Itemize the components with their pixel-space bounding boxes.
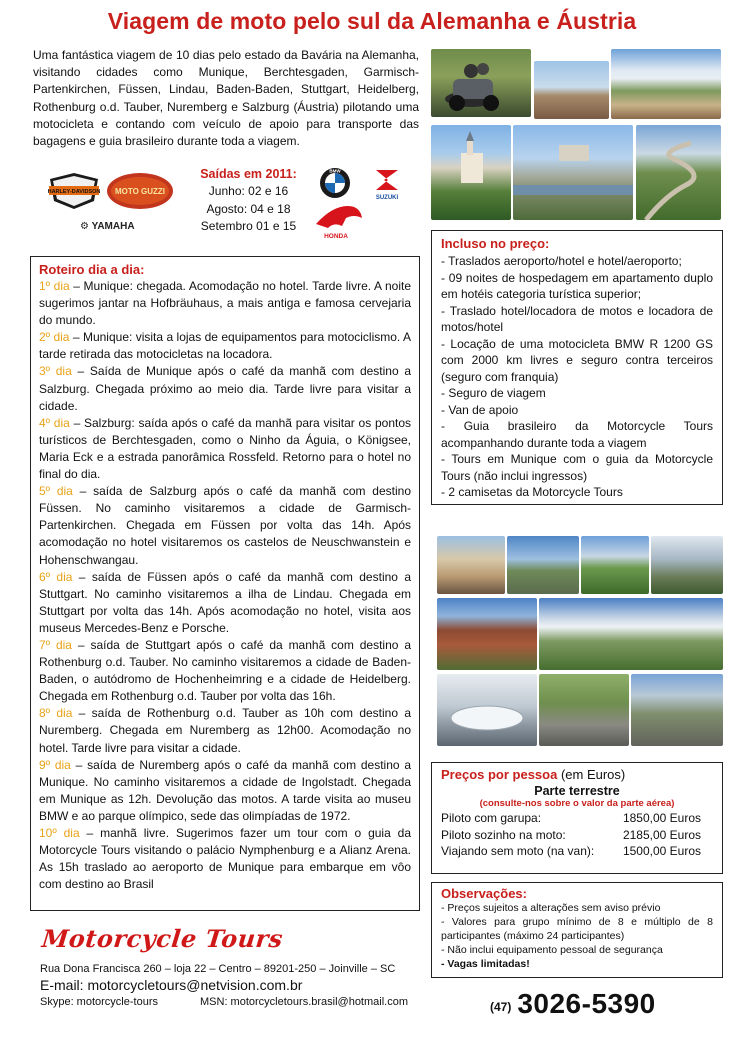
brand-logos-left: [40, 167, 180, 242]
itinerary-day: [39, 363, 411, 414]
day-text: – Salzburg: saída após o café da manhã para visitar os pontos turísticos de Berchtesgaden, como o Ninho da Águia, o Königsee, Maria Eck e a estrada panorâmica Rossfeld. Retorno para o hotel no final do dia.: [39, 415, 411, 482]
included-item: - Van de apoio: [441, 402, 519, 417]
page-title: Viagem de moto pelo sul da Alemanha e Áustria: [107, 8, 637, 34]
day-label: 2º dia: [39, 330, 70, 345]
cable-car-photo: [651, 536, 723, 594]
departure-date: Setembro 01 e 15: [200, 219, 297, 234]
motorcycle-tours-brand: Motorcycle Tours: [40, 924, 285, 953]
departure-date: Agosto: 04 e 18: [206, 201, 291, 216]
price-label: Piloto sozinho na moto:: [441, 827, 566, 842]
price-label: Viajando sem moto (na van):: [441, 844, 595, 858]
mountain-road-photo: [636, 125, 721, 220]
price-value: 2185,00 Euros: [622, 827, 701, 842]
castle-photo: [431, 125, 511, 220]
svg-text:HONDA: HONDA: [324, 233, 348, 240]
price-row: [441, 827, 713, 844]
prices-subheading: Parte terrestre: [534, 784, 620, 798]
alpine-village-photo: [611, 49, 721, 119]
price-value: 1850,00 Euros: [622, 811, 701, 825]
photo-collage-top: [431, 47, 721, 222]
itinerary-day: [39, 278, 411, 329]
day-label: 5º dia: [39, 484, 73, 499]
alps-panorama-photo: [539, 598, 723, 670]
prices-heading-suffix: (em Euros): [557, 767, 626, 782]
included-item: - Tours em Munique com o guia da Motorcycle Tours (não inclui ingressos): [441, 452, 713, 483]
yamaha-logo-text: YAMAHA: [91, 221, 135, 232]
day-label: 8º dia: [39, 706, 73, 721]
heidelberg-castle-photo: [437, 598, 537, 670]
yamaha-emblem-icon: ⚙: [80, 221, 89, 232]
phone-digits: 3026-5390: [517, 988, 656, 1019]
included-item: - Traslado hotel/locadora de motos e locadora de motos/hotel: [441, 303, 713, 334]
day-text: – Munique: chegada. Acomodação no hotel. Tarde livre. A noite sugerimos jantar na Hofbräuhaus, a mais antiga e famosa cervejaria do mundo.: [39, 279, 411, 328]
city-view-photo: [534, 61, 609, 119]
day-text: – saída de Nuremberg após o café da manhã com destino a Munique. No caminho visitaremos a cidade de Ingolstadt. Chegada em Munique as 12h. Devolução das motos. A tarde visita ao museu BMW e ao parque olímpico, sede das olimpíadas de 1972.: [39, 757, 412, 823]
salzburg-photo: [513, 125, 633, 220]
itinerary-day: [39, 483, 411, 568]
included-item: - Traslados aeroporto/hotel e hotel/aeroporto;: [441, 254, 682, 268]
included-item: - 09 noites de hospedagem em apartamento duplo em hotéis categoria turística superior;: [441, 270, 713, 301]
eagle-nest-photo: [507, 536, 579, 594]
day-text: – Munique: visita a lojas de equipamentos para motociclismo. A tarde retirada das motocicletas na locadora.: [39, 330, 411, 362]
contact-info: [40, 962, 408, 1009]
itinerary-day: [39, 757, 411, 825]
brand-logos-right: [312, 166, 412, 242]
included-heading: Incluso no preço:: [441, 236, 550, 251]
photo-collage-middle: [437, 536, 723, 748]
svg-text:MOTO GUZZI: MOTO GUZZI: [114, 187, 166, 196]
skype-contact: Skype: motorcycle-tours: [40, 996, 158, 1008]
price-row: [441, 810, 713, 827]
itinerary-day: [39, 825, 411, 893]
day-text: – Saída de Munique após o café da manhã com destino a Salzburg. Chegada próximo ao meio dia. Tarde livre para visitar a cidade.: [39, 364, 412, 413]
departure-date: Junho: 02 e 16: [208, 184, 289, 199]
messaging-contacts: [40, 995, 408, 1009]
notes-heading: Observações:: [441, 886, 527, 901]
day-text: – saída de Salzburg após o café da manhã com destino Füssen. No caminho visitaremos a cidade de Garmisch-Partenkirchen. Chegada em Füssen por volta das 14h. Após acomodação no hotel visitaremos os castelos de Neuschwanstein e Hohenschwangau.: [39, 484, 411, 567]
day-label: 10º dia: [39, 826, 80, 840]
day-label: 6º dia: [39, 569, 73, 584]
svg-text:HARLEY-DAVIDSON: HARLEY-DAVIDSON: [47, 189, 101, 195]
day-text: – manhã livre. Sugerimos fazer um tour com o guia da Motorcycle Tours visitando o palácio Nymphenburg e a Alianz Arena. As 15h traslado ao aeroporto de Munique para embarque em vôo com destino ao Brasil: [39, 826, 412, 892]
departures: [186, 166, 311, 236]
notes-item: - Valores para grupo mínimo de 8 e múltiplo de 8 participantes (máximo 24 participantes): [441, 916, 713, 942]
notes-item: - Preços sujeitos a alterações sem aviso prévio: [441, 902, 661, 914]
day-label: 3º dia: [39, 364, 72, 379]
phone-number[interactable]: [490, 988, 656, 1020]
prices-table: [441, 810, 713, 860]
address: Rua Dona Francisca 260 – loja 22 – Centro – 89201-250 – Joinville – SC: [40, 963, 396, 975]
notes-item: - Não inclui equipamento pessoal de segurança: [441, 944, 663, 956]
prices-heading: [441, 767, 713, 782]
alpine-pass-riders-photo: [631, 674, 723, 746]
itinerary-day: [39, 705, 411, 756]
itinerary-day: [39, 569, 411, 637]
included-item: - 2 camisetas da Motorcycle Tours: [441, 485, 623, 499]
allianz-arena-photo: [437, 674, 537, 746]
prices-heading-label: Preços por pessoa: [441, 767, 558, 782]
honda-logo: [316, 206, 362, 240]
yamaha-logo: [80, 221, 135, 232]
included-box: [431, 230, 723, 505]
included-item: - Locação de uma motocicleta BMW R 1200 GS com 2000 km livres e seguro contra terceiros (seguro com franquia): [441, 336, 713, 384]
svg-text:BMW: BMW: [329, 168, 341, 174]
day-label: 7º dia: [39, 637, 72, 652]
day-text: – saída de Füssen após o café da manhã com destino a Stuttgart. No caminho visitaremos a ilha de Lindau. Chegada em Stuttgart por volta das 14h. Após acomodação no hotel, visita aos museus Mercedes-Benz e Porsche.: [39, 569, 411, 635]
notes-item-limited: - Vagas limitadas!: [441, 958, 530, 970]
riders-on-road-photo: [539, 674, 629, 746]
departures-heading: Saídas em 2011:: [200, 167, 297, 181]
msn-contact: MSN: motorcycletours.brasil@hotmail.com: [200, 996, 408, 1008]
day-label: 4º dia: [39, 415, 70, 430]
itinerary-box: [30, 256, 420, 911]
motorcycle-riders-photo: [431, 49, 531, 117]
prices-note: (consulte-nos sobre o valor da parte aérea): [479, 798, 675, 809]
included-item: - Guia brasileiro da Motorcycle Tours acompanhando durante toda a viagem: [441, 419, 713, 450]
notes-box: [431, 882, 723, 978]
itinerary-day: [39, 329, 411, 363]
price-label: Piloto com garupa:: [441, 811, 542, 825]
svg-text:SUZUKI: SUZUKI: [375, 195, 399, 201]
bmw-logo: [320, 168, 350, 198]
day-text: – saída de Rothenburg o.d. Tauber as 10h com destino a Nuremberg. Chegada em Nuremberg as 12h00. Acomodação no hotel. Tarde livre para visitar a cidade.: [39, 706, 411, 755]
price-value: 1500,00 Euros: [622, 844, 701, 858]
included-item: - Seguro de viagem: [441, 386, 546, 400]
day-label: 9º dia: [39, 757, 71, 772]
itinerary-day: [39, 415, 411, 483]
email-link[interactable]: E-mail: motorcycletours@netvision.com.br: [40, 977, 303, 993]
itinerary-heading: Roteiro dia a dia:: [39, 262, 145, 277]
intro-paragraph: Uma fantástica viagem de 10 dias pelo estado da Bavária na Alemanha, visitando cidades como Munique, Berchtesgaden, Garmisch-Partenkirchen, Füssen, Lindau, Baden-Baden, Stuttgart, Heidelberg, Rothenburg o.d. Tauber, Nuremberg e Salzburg (Áustria) pilotando uma motocicleta e contando com veículo de apoio para transporte das bagagens e guia brasileiro durante toda a viagem.: [33, 48, 419, 149]
lake-valley-photo: [581, 536, 649, 594]
day-label: 1º dia: [39, 279, 70, 293]
moto-guzzi-logo: [106, 171, 174, 211]
phone-area-code: (47): [490, 1000, 512, 1014]
prices-box: [431, 762, 723, 874]
suzuki-logo: [376, 170, 399, 201]
day-text: – saída de Stuttgart após o café da manhã com destino a Rothenburg o.d. Tauber. No caminho visitaremos a cidade de Baden-Baden, o autódromo de Hochenheimring e a cidade de Heidelberg. Chegada em Rothenburg o.d. Tauber por volta das 16h.: [39, 637, 412, 704]
itinerary-day: [39, 637, 411, 705]
harley-davidson-logo: [46, 171, 102, 211]
old-town-houses-photo: [437, 536, 505, 594]
price-row: [441, 843, 713, 860]
